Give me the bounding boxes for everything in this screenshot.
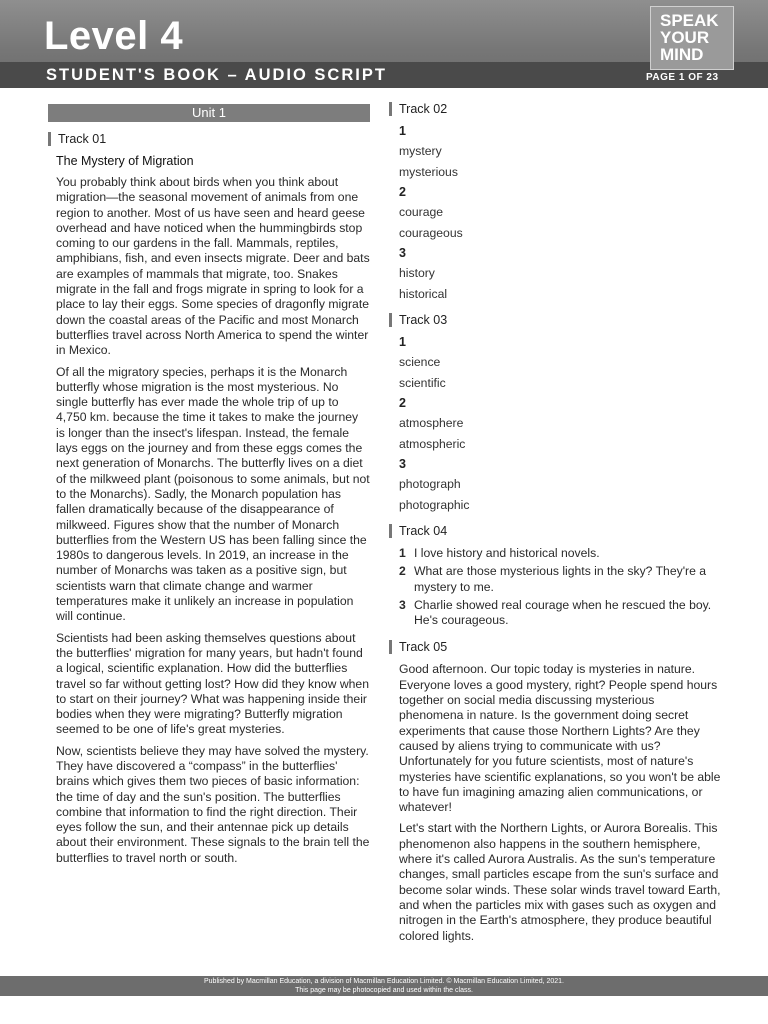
left-column: [48, 104, 370, 872]
item-text: I love history and historical novels.: [414, 546, 600, 560]
vocab-word: historical: [399, 286, 448, 301]
group-number: 3: [399, 246, 406, 260]
vocab-word: mystery: [399, 144, 442, 158]
vocab-word: mysterious: [399, 164, 458, 179]
paragraph: Of all the migratory species, perhaps it is the Monarch butterfly whose migration is the most mysterious. No single butterfly has ever made the whole trip of up to 4,750 km. because the time it takes to make the journey is longer than the insect's lifespan. Instead, the female lays eggs on the journey and from these eggs comes the next generation of Monarchs. The butterfly lives on a diet of the milkweed plant (poisonous to some animals, but not to the Monarchs). Sadly, the Monarch population has fallen dramatically because of the disappearance of milkweed. Figures show that the number of Monarch butterflies from the Western US has been falling since the 1980s to dangerous levels. In 2019, an increase in the number of Monarchs was taken as a positive sign, but scientists warn that climate change and warmer temperatures make it unlikely an increase in population will continue.: [56, 364, 370, 624]
page-header: [0, 0, 768, 88]
photocopy-note: This page may be photocopied and used within the class.: [295, 986, 473, 994]
vocab-word: courage: [399, 205, 444, 219]
item-text: What are those mysterious lights in the sky? They're a mystery to me.: [414, 564, 707, 594]
sentence-list: [399, 546, 721, 628]
paragraph: Scientists had been asking themselves questions about the butterflies' migration for many years, but hadn't found a logical, scientific explanation. How did the butterflies travel so far without getting lost? How did they know when to start on their journey? What was happening inside their bodies when they were migrating? Butterfly migration seemed to be one of life's great mysteries.: [56, 630, 369, 737]
vocab-word: courageous: [399, 225, 463, 240]
story-title: The Mystery of Migration: [56, 154, 194, 168]
list-item: [399, 546, 721, 561]
vocab-word: history: [399, 266, 435, 280]
vocab-word: scientific: [399, 375, 446, 390]
page-count: PAGE 1 OF 23: [646, 72, 719, 83]
group-number: 2: [399, 185, 406, 199]
vocab-word: science: [399, 355, 441, 369]
list-item: [399, 598, 721, 629]
book-subtitle: STUDENT'S BOOK – AUDIO SCRIPT: [46, 66, 387, 84]
track-label: Track 01: [48, 132, 370, 146]
logo-word: SPEAK: [660, 11, 719, 30]
vocab-word: atmospheric: [399, 436, 466, 451]
unit-heading: Unit 1: [48, 104, 370, 122]
paragraph: Good afternoon. Our topic today is mysteries in nature. Everyone loves a good mystery, right? People spend hours together on social media discussing mysterious phenomena in nature. Is the government doing secret experiments that cause those Northern Lights? Are they caused by aliens trying to communicate with us? Unfortunately for you future scientists, most of nature's mysteries have scientific explanations, so you won't be able to have fun imagining amazing alien communications, or whatever!: [399, 662, 721, 815]
vocab-word: atmosphere: [399, 416, 464, 430]
track-label: Track 02: [389, 102, 721, 116]
group-number: 1: [399, 335, 406, 349]
logo-word: YOUR: [660, 28, 710, 47]
track-label: Track 04: [389, 524, 721, 538]
speak-your-mind-logo: [650, 6, 734, 70]
right-column: [389, 102, 721, 950]
item-text: Charlie showed real courage when he rescued the boy. He's courageous.: [414, 597, 712, 628]
logo-word: MIND: [660, 45, 704, 64]
copyright-line: Published by Macmillan Education, a division of Macmillan Education Limited. © Macmillan Education Limited, 2021.: [203, 978, 564, 985]
vocab-word: photograph: [399, 477, 461, 491]
vocab-word: photographic: [399, 497, 470, 512]
group-number: 2: [399, 396, 406, 410]
paragraph: You probably think about birds when you think about migration—the seasonal movement of animals from one region to another. Most of us have seen and heard geese overhead and have noticed when the hummingbirds stop coming to our gardens in the fall. Mammals, reptiles, amphibians, fish, and even insects migrate. Deer and bats are examples of mammals that migrate, too. Snakes migrate in the fall and frogs migrate in spring to look for a place to lay their eggs. Some species of dragonfly migrate down the coastal areas of the Pacific and most Monarch butterflies travel across North America to spend the winter in Mexico.: [56, 175, 370, 358]
item-number: 3: [399, 597, 406, 612]
group-number: 3: [399, 457, 406, 471]
group-number: 1: [399, 124, 406, 138]
page-footer: [0, 976, 768, 996]
paragraph: Let's start with the Northern Lights, or Aurora Borealis. This phenomenon also happens in the southern hemisphere, where it's called Aurora Australis. As the sun's temperature changes, small particles escape from the sun's surface and become solar winds. These solar winds travel toward Earth, and when the particles mix with gases such as oxygen and nitrogen in the Earth's atmosphere, they produce beautiful colored lights.: [399, 821, 721, 943]
level-title: Level 4: [44, 14, 184, 58]
track-01-content: [48, 154, 370, 866]
item-number: 2: [399, 564, 406, 579]
track-label: Track 05: [389, 640, 721, 654]
list-item: [399, 564, 721, 595]
track-label: Track 03: [389, 313, 721, 327]
item-number: 1: [399, 546, 406, 560]
paragraph: Now, scientists believe they may have solved the mystery. They have discovered a “compass” in the butterflies' brains which gives them two pieces of basic information: the time of day and the sun's position. The butterflies combine that information to find the right direction. Their eyes follow the sun, and their antennae pick up details about their environment. These signals to the brain tell the butterflies to travel north or south.: [56, 743, 370, 865]
